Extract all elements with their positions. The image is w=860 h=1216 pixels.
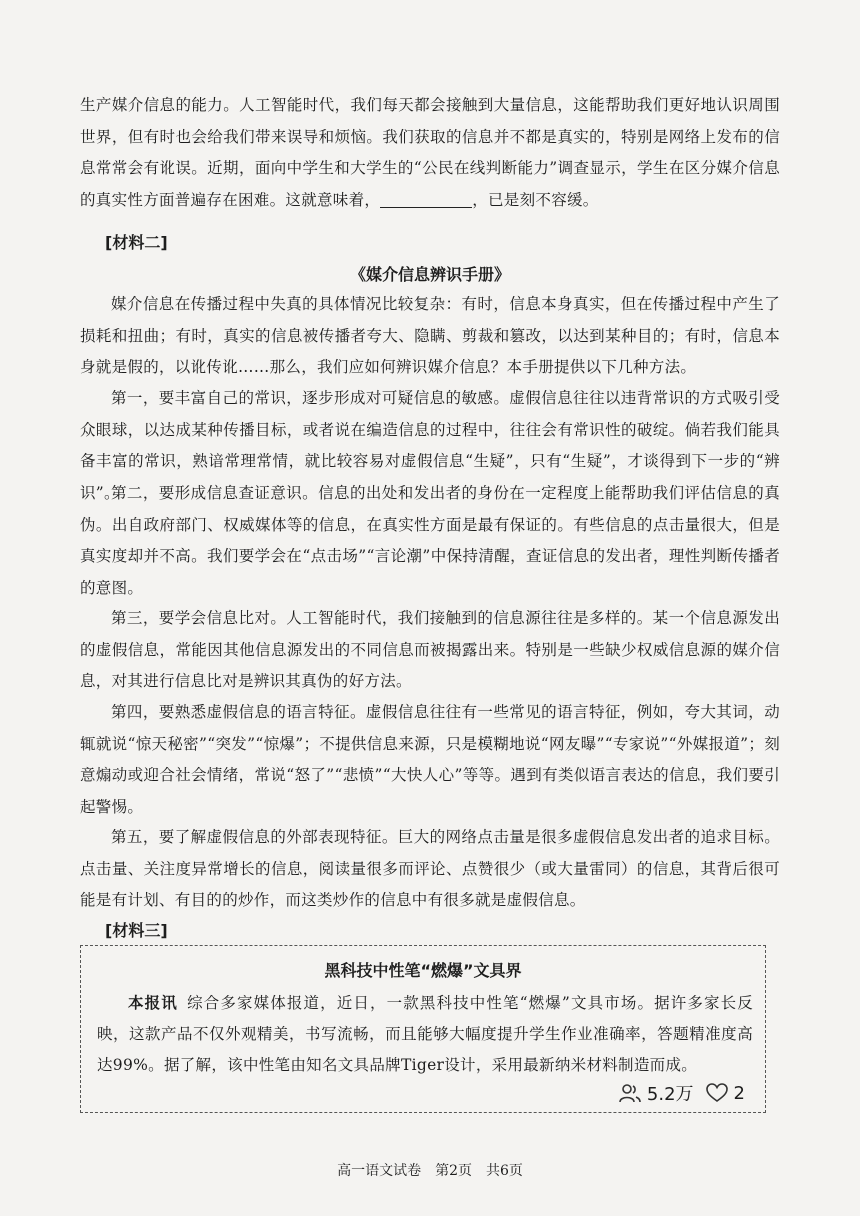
- person-icon: [619, 1083, 641, 1103]
- views-count: 5.2万: [646, 1084, 694, 1105]
- news-title: 黑科技中性笔“燃爆”文具界: [324, 961, 522, 980]
- answer-blank: [380, 189, 472, 208]
- news-lead: 本报讯: [128, 994, 178, 1012]
- handbook-title: 《媒介信息辨识手册》: [349, 265, 510, 284]
- intro-text-end: ，已是刻不容缓。: [472, 190, 599, 209]
- intro-paragraph: [80, 90, 780, 216]
- handbook-paragraph: 媒介信息在传播过程中失真的具体情况比较复杂：有时，信息本身真实，但在传播过程中产生了损耗和扭曲；有时，真实的信息被传播者夸大、隐瞒、剪裁和篡改，以达到某种目的；有时，信息本身就是假的，以讹传讹……那么，我们应如何辨识媒介信息？本手册提供以下几种方法。: [80, 295, 780, 376]
- material2-label: [材料二]: [105, 233, 168, 252]
- handbook-paragraph: 第五，要了解虚假信息的外部表现特征。巨大的网络点击量是很多虚假信息发出者的追求目标。点击量、关注度异常增长的信息，阅读量很多而评论、点赞很少（或大量雷同）的信息，其背后很可能是有计划、有目的的炒作，而这类炒作的信息中有很多就是虚假信息。: [80, 828, 780, 909]
- news-body: [97, 988, 753, 1081]
- handbook-paragraph: 第一，要丰富自己的常识，逐步形成对可疑信息的敏感。虚假信息往往以违背常识的方式吸引受众眼球，以达成某种传播目标，或者说在编造信息的过程中，往往会有常识性的破绽。倘若我们能具备丰富的常识，熟谙常理常情，就比较容易对虚假信息“生疑”，只有“生疑”，才谈得到下一步的“辨识”。: [80, 389, 780, 502]
- heart-icon: [706, 1083, 728, 1103]
- handbook-paragraph: 第四，要熟悉虚假信息的语言特征。虚假信息往往有一些常见的语言特征，例如，夸大其词，动辄就说“惊天秘密”“突发”“惊爆”；不提供信息来源，只是模糊地说“网友曝”“专家说”“外媒报道”；刻意煽动或迎合社会情绪，常说“怒了”“悲愤”“大快人心”等等。遇到有类似语言表达的信息，我们要引起警惕。: [80, 703, 780, 816]
- page-footer: 高一语文试卷 第2页 共6页: [337, 1163, 523, 1179]
- likes-count: 2: [733, 1082, 745, 1104]
- material3-label: [材料三]: [105, 921, 168, 940]
- intro-text: 生产媒介信息的能力。人工智能时代，我们每天都会接触到大量信息，这能帮助我们更好地认识周围世界，但有时也会给我们带来误导和烦恼。我们获取的信息并不都是真实的，特别是网络上发布的信息常常会有讹误。近期，面向中学生和大学生的“公民在线判断能力”调查显示，学生在区分媒介信息的真实性方面普遍存在困难。这就意味着，: [80, 96, 780, 209]
- news-stats: [619, 1080, 745, 1106]
- handbook-paragraph: 第三，要学会信息比对。人工智能时代，我们接触到的信息源往往是多样的。某一个信息源发出的虚假信息，常能因其他信息源发出的不同信息而被揭露出来。特别是一些缺少权威信息源的媒介信息，对其进行信息比对是辨识其真伪的好方法。: [80, 609, 780, 690]
- news-text: 综合多家媒体报道，近日，一款黑科技中性笔“燃爆”文具市场。据许多家长反映，这款产品不仅外观精美，书写流畅，而且能够大幅度提升学生作业准确率，答题精准度高达99%。据了解，该中性笔由知名文具品牌Tiger设计，采用最新纳米材料制造而成。: [97, 994, 753, 1074]
- handbook-paragraph: 第二，要形成信息查证意识。信息的出处和发出者的身份在一定程度上能帮助我们评估信息的真伪。出自政府部门、权威媒体等的信息，在真实性方面是最有保证的。有些信息的点击量很大，但是真实度却并不高。我们要学会在“点击场”“言论潮”中保持清醒，查证信息的发出者，理性判断传播者的意图。: [80, 484, 780, 597]
- news-article-box: [80, 945, 766, 1113]
